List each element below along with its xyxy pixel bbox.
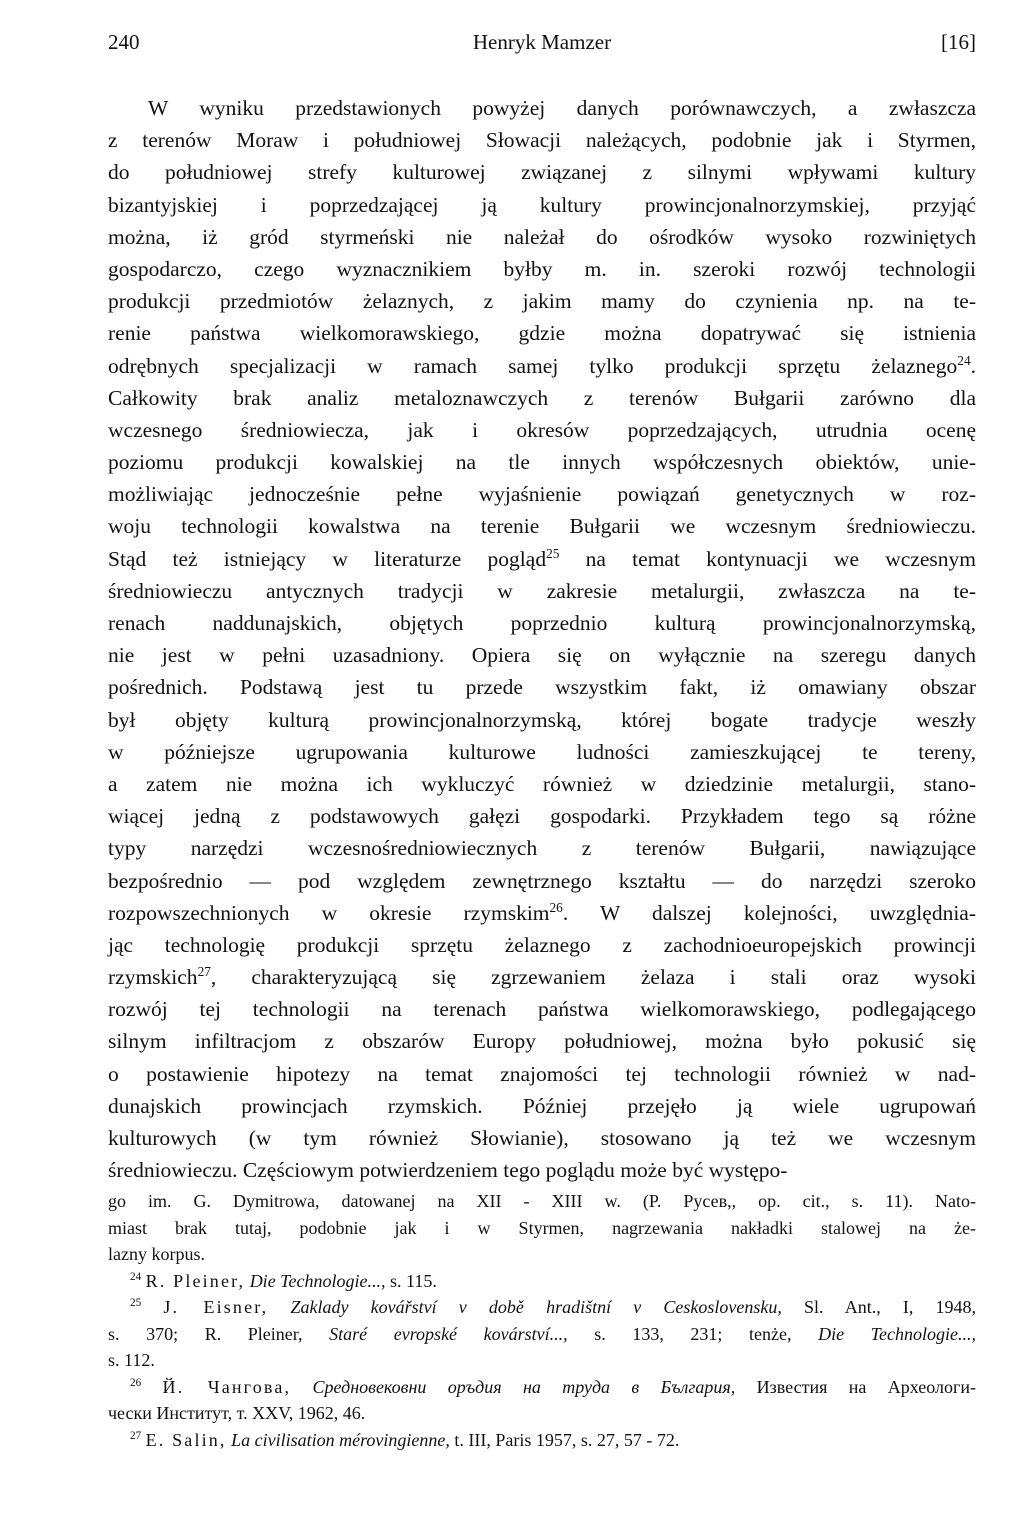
body-line: renach naddunajskich, objętych poprzednio kulturą prowincjonalnorzymską, [108,611,976,635]
body-line: silnym infiltracjom z obszarów Europy południowej, można było pokusić się [108,1029,976,1054]
body-line: rozwój tej technologii na terenach państwa wielkomorawskiego, podlegającego [108,997,976,1022]
footnote-continuation: miast brak tutaj, podobnie jak i w Styrmen, nagrzewania nakładki stalowej na że- [108,1217,976,1238]
body-line: rozpowszechnionych w okresie rzymskim$^{26}$. W dalszej kolejności, uwzględnia- [108,899,976,925]
footnote-24: $^{24}$ R. Pleiner, Die Technologie..., s. 115. [130,1270,437,1291]
body-line: nie jest w pełni uzasadniony. Opiera się on wyłącznie na szeregu danych [108,643,976,668]
body-line: rzymskich$^{27}$, charakteryzującą się zgrzewaniem żelaza i stali oraz wysoki [108,963,976,990]
footnote-25-line: s. 112. [108,1350,155,1370]
body-line: jąc technologię produkcji sprzętu żelaznego z zachodnioeuropejskich prowincji [108,932,976,957]
body-line: do południowej strefy kulturowej związanej z silnymi wpływami kultury [108,160,976,185]
body-line: poziomu produkcji kowalskiej na tle innych współczesnych obiektów, unie- [108,450,976,475]
footnote-ref-27: 27 [197,963,211,979]
footnote-25-line: s. 370; R. Pleiner, Staré evropské kovárství..., s. 133, 231; tenże, Die Technologie..., [108,1323,976,1344]
body-line: renie państwa wielkomorawskiego, gdzie można dopatrywać się istnienia [108,321,976,346]
footnote-25: $^{25}$ J. Eisner, Zaklady kovářství v době hradištní v Ceskoslovensku, Sl. Ant., I, 1948, [130,1297,976,1317]
body-line: z terenów Moraw i południowej Słowacji należących, podobnie jak i Styrmen, [108,128,976,153]
body-line: typy narzędzi wczesnośredniowiecznych z terenów Bułgarii, nawiązujące [108,836,976,861]
body-line: można, iż gród styrmeński nie należał do ośrodków wysoko rozwiniętych [108,224,976,249]
body-line: gospodarczo, czego wyznacznikiem byłby m. in. szeroki rozwój technologii [108,256,976,281]
body-line: bizantyjskiej i poprzedzającej ją kultury prowincjonalnorzymskiej, przyjąć [108,192,976,217]
body-line: średniowieczu antycznych tradycji w zakresie metalurgii, zwłaszcza na te- [108,578,976,603]
footnote-ref-25: 25 [546,545,560,561]
footnote-27: $^{27}$ E. Salin, La civilisation mérovingienne, t. III, Paris 1957, s. 27, 57 - 72. [130,1429,680,1450]
footnote-ref-26: 26 [549,899,563,915]
footnote-continuation: go im. G. Dymitrowa, datowanej na XII - XIII w. (P. Русев,, op. cit., s. 11). Nato- [108,1191,976,1211]
body-line: o postawienie hipotezy na temat znajomości tej technologii również w nad- [108,1061,976,1086]
footnotes [108,1188,976,1453]
body-line: odrębnych specjalizacji w ramach samej tylko produkcji sprzętu żelaznego$^{24}$. [108,352,976,378]
body-line: średniowieczu. Częściowym potwierdzeniem tego poglądu może być występo- [108,1158,788,1183]
body-line: woju technologii kowalstwa na terenie Bułgarii we wczesnym średniowieczu. [108,514,976,539]
section-number: [16] [941,30,976,54]
body-line: wczesnego średniowiecza, jak i okresów poprzedzających, utrudnia ocenę [108,417,976,442]
running-header [108,30,976,66]
footnote-26-line: чески Институт, т. XXV, 1962, 46. [108,1403,366,1423]
body-line: a zatem nie można ich wykluczyć również w dziedzinie metalurgii, stano- [108,771,976,796]
body-line: możliwiając jednocześnie pełne wyjaśnienie powiązań genetycznych w roz- [108,482,976,507]
body-text [108,92,976,1186]
body-line: kulturowych (w tym również Słowianie), stosowano ją też we wczesnym [108,1126,976,1150]
page-number: 240 [108,30,140,54]
body-line: wiącej jedną z podstawowych gałęzi gospodarki. Przykładem tego są różne [108,804,976,829]
body-line: produkcji przedmiotów żelaznych, z jakim mamy do czynienia np. na te- [108,289,976,314]
body-line: W wyniku przedstawionych powyżej danych porównawczych, a zwłaszcza [148,96,976,120]
body-line: był objęty kulturą prowincjonalnorzymską, której bogate tradycje weszły [108,707,976,732]
running-title: Henryk Mamzer [472,30,612,54]
body-line: pośrednich. Podstawą jest tu przede wszystkim fakt, iż omawiany obszar [108,675,976,700]
footnote-26: $^{26}$ Й. Чангова, Средновековни оръдия на труда в България, Известия на Археологи- [130,1376,977,1397]
body-line: Stąd też istniejący w literaturze pogląd$^{25}$ na temat kontynuacji we wczesnym [108,545,976,571]
footnote-ref-24: 24 [957,352,971,368]
footnote-continuation: lazny korpus. [108,1244,205,1264]
body-line: w późniejsze ugrupowania kulturowe ludności zamieszkującej te tereny, [108,739,976,764]
body-line: bezpośrednio — pod względem zewnętrznego kształtu — do narzędzi szeroko [108,868,976,893]
body-line: Całkowity brak analiz metaloznawczych z terenów Bułgarii zarówno dla [108,385,976,410]
body-line: dunajskich prowincjach rzymskich. Później przejęło ją wiele ugrupowań [108,1093,976,1118]
